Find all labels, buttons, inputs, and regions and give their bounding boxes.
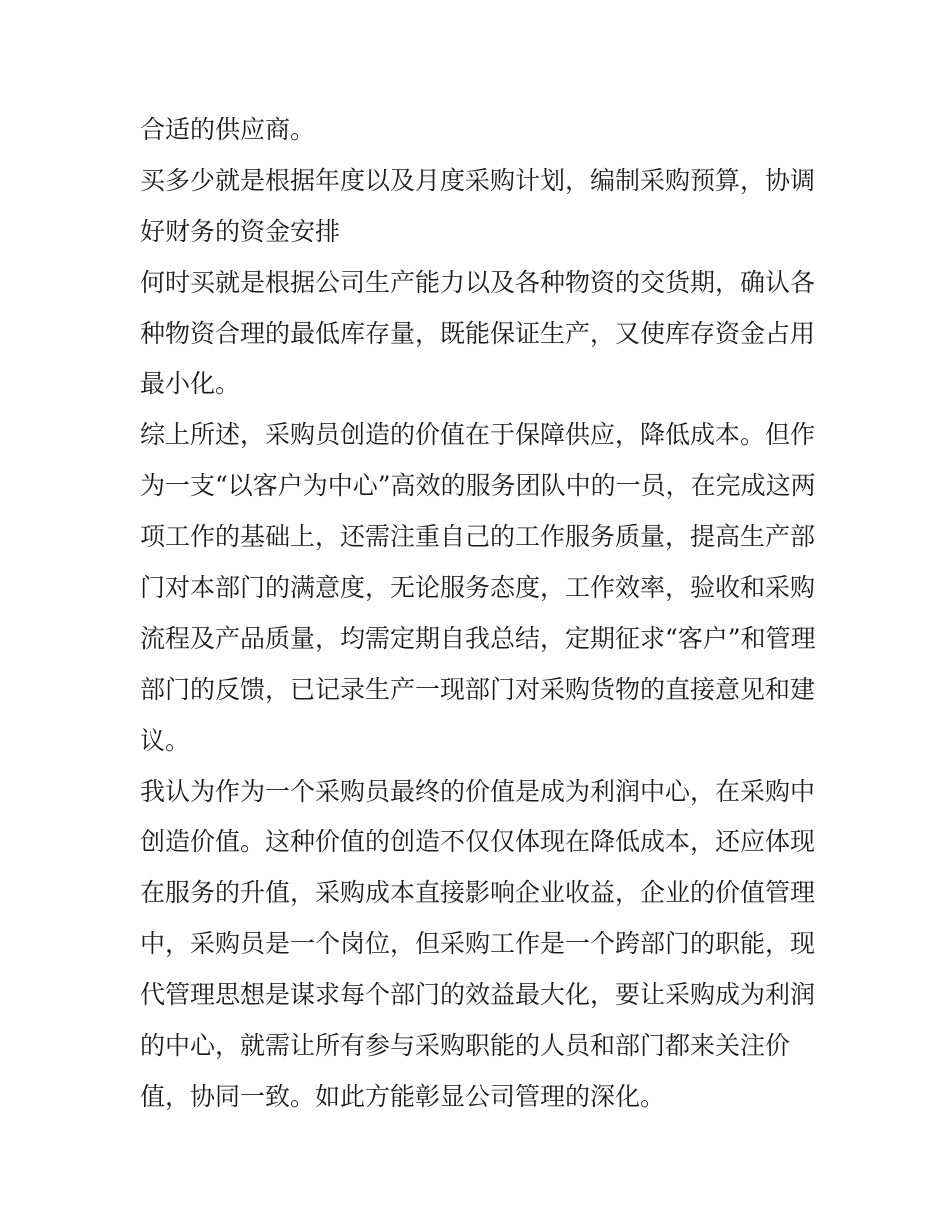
text-line: 门对本部门的满意度，无论服务态度，工作效率，验收和采购: [140, 573, 816, 603]
text-line: 代管理思想是谋求每个部门的效益最大化，要让采购成为利润: [140, 980, 816, 1010]
document-body: [140, 105, 820, 1123]
text-line: 议。: [140, 725, 191, 755]
text-line: 的中心，就需让所有参与采购职能的人员和部门都来关注价: [140, 1031, 791, 1061]
text-line: 好财务的资金安排: [140, 216, 341, 246]
text-line: 项工作的基础上，还需注重自己的工作服务质量，提高生产部: [140, 522, 816, 552]
paragraph-1: [140, 105, 820, 156]
text-line: 何时买就是根据公司生产能力以及各种物资的交货期，确认各: [140, 267, 816, 297]
paragraph-2: [140, 156, 820, 258]
paragraph-3: [140, 258, 820, 411]
text-line: 创造价值。这种价值的创造不仅仅体现在降低成本，还应体现: [140, 827, 816, 857]
text-line: 买多少就是根据年度以及月度采购计划，编制采购预算，协调: [140, 165, 816, 195]
text-line: 我认为作为一个采购员最终的价值是成为利润中心，在采购中: [140, 776, 816, 806]
text-line: 部门的反馈，已记录生产一现部门对采购货物的直接意见和建: [140, 674, 816, 704]
text-line: 在服务的升值，采购成本直接影响企业收益，企业的价值管理: [140, 878, 816, 908]
text-line: 最小化。: [140, 369, 241, 399]
paragraph-5: [140, 767, 820, 1123]
text-line: 中，采购员是一个岗位，但采购工作是一个跨部门的职能，现: [140, 929, 816, 959]
text-line: 综上所述，采购员创造的价值在于保障供应，降低成本。但作: [140, 420, 816, 450]
text-line: 为一支“以客户为中心”高效的服务团队中的一员，在完成这两: [140, 471, 816, 501]
text-line: 合适的供应商。: [140, 115, 316, 144]
text-line: 值，协同一致。如此方能彰显公司管理的深化。: [140, 1081, 666, 1111]
paragraph-4: [140, 410, 820, 766]
text-line: 种物资合理的最低库存量，既能保证生产，又使库存资金占用: [140, 318, 816, 348]
text-line: 流程及产品质量，均需定期自我总结，定期征求“客户”和管理: [140, 623, 816, 653]
